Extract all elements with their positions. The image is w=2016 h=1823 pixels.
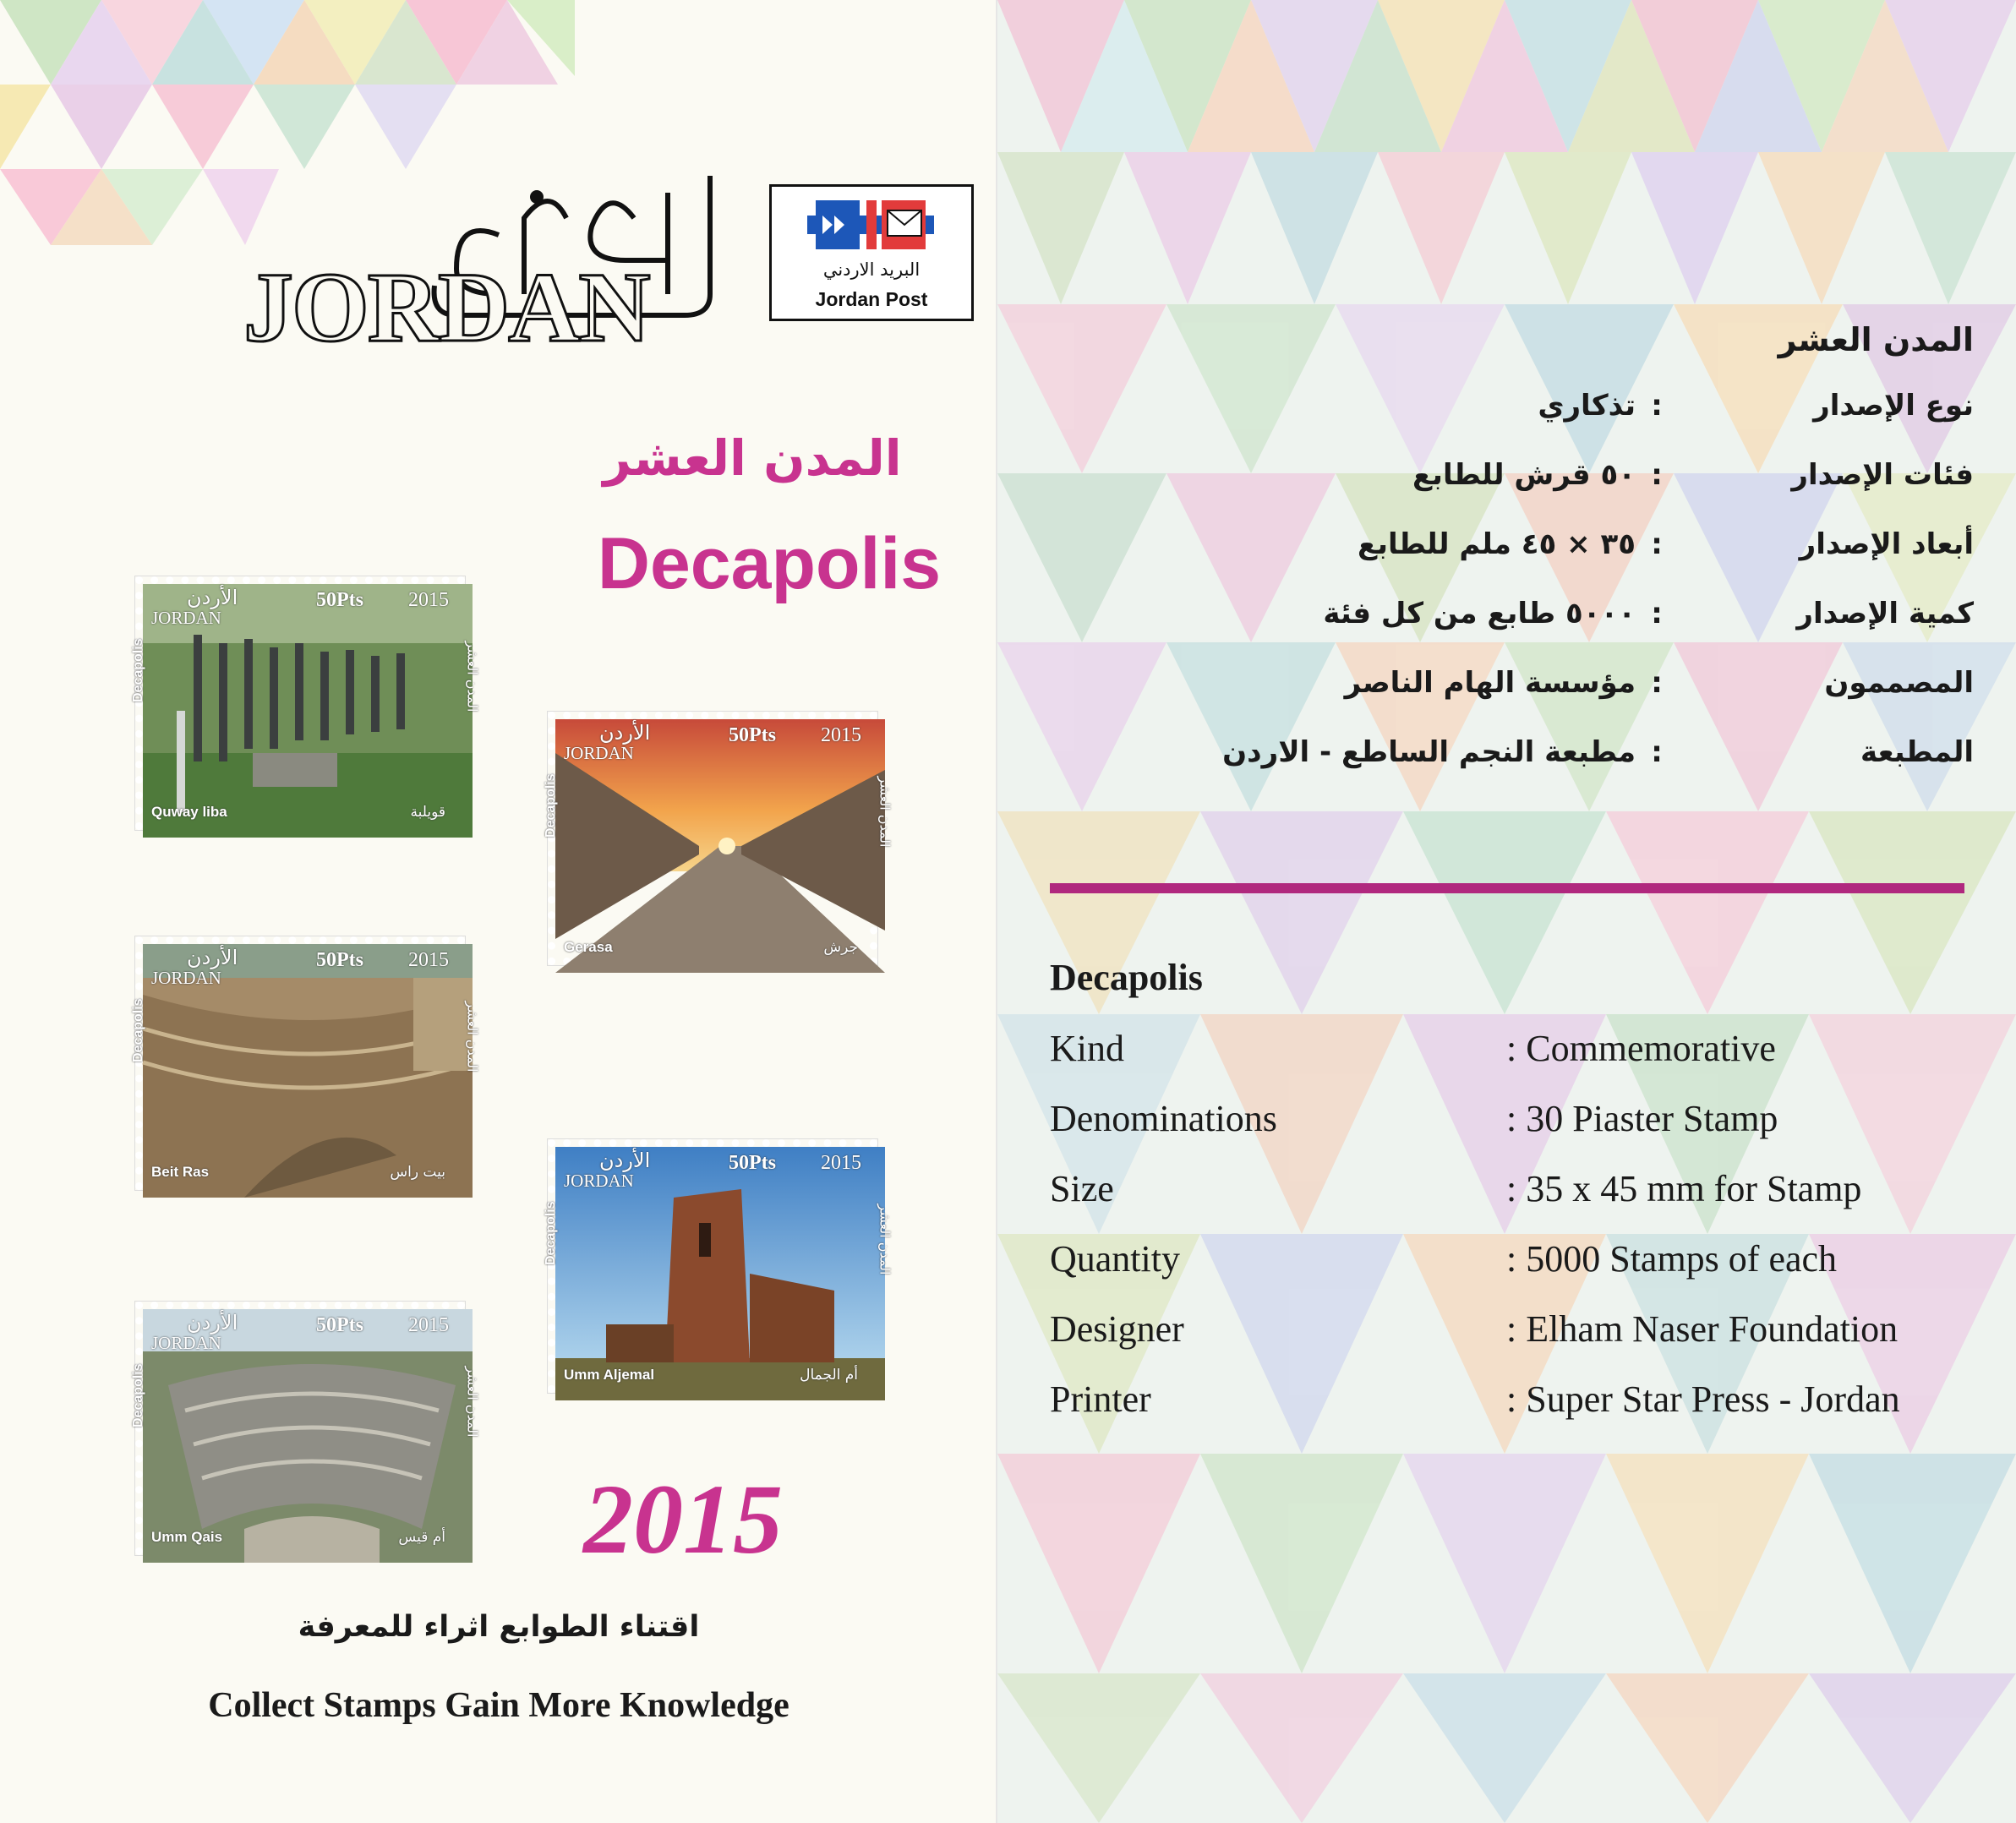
english-row-denominations — [1050, 1097, 1778, 1140]
left-panel — [0, 0, 997, 1823]
arabic-row-printer — [1222, 735, 1974, 769]
right-panel — [997, 0, 2016, 1823]
stamp-place: Umm Qais — [151, 1529, 223, 1545]
arabic-row-colon: : — [1651, 735, 1663, 769]
arabic-row-designer — [1345, 666, 1974, 700]
stamp-umm-aljemal — [544, 1139, 893, 1393]
stamp-series: Decapolis — [131, 998, 145, 1062]
arabic-row-label: فئات الإصدار — [1791, 458, 1974, 492]
arabic-row-label: نوع الإصدار — [1813, 389, 1974, 423]
stamp-country-arabic: الأردن — [599, 721, 651, 745]
slogan-arabic: اقتناء الطوابع اثراء للمعرفة — [298, 1610, 700, 1644]
arabic-row-quantity — [1323, 597, 1974, 630]
stamp-place: Beit Ras — [151, 1164, 210, 1180]
stamp-value: 50Pts — [729, 1152, 776, 1174]
stamp-country-arabic: الأردن — [599, 1149, 651, 1172]
english-row-value: : 5000 Stamps of each — [1506, 1238, 1838, 1280]
stamp-series-arabic: المدن العشر — [877, 1204, 893, 1275]
jordan-english-logo: JORDAN — [243, 252, 649, 363]
stamp-value: 50Pts — [729, 724, 776, 746]
stamp-place: Gerasa — [564, 939, 613, 955]
stamp-country: JORDAN — [151, 968, 221, 988]
stamp-year: 2015 — [408, 1314, 449, 1336]
stamp-year: 2015 — [821, 1152, 861, 1174]
english-row-designer — [1050, 1307, 1898, 1351]
stamp-country-arabic: الأردن — [187, 1311, 238, 1335]
jordan-post-logo — [769, 184, 974, 321]
stamp-place-arabic: قويلبة — [410, 804, 445, 821]
jordan-post-arabic: البريد الاردني — [822, 259, 921, 280]
stamp-series-arabic: المدن العشر — [464, 641, 481, 712]
arabic-row-value: مطبعة النجم الساطع - الاردن — [1222, 735, 1636, 769]
english-row-label: Denominations — [1050, 1098, 1277, 1139]
issue-year: 2015 — [583, 1464, 783, 1575]
arabic-row-colon: : — [1651, 527, 1663, 561]
english-row-label: Kind — [1050, 1028, 1124, 1069]
title-english: Decapolis — [597, 523, 942, 604]
background-pattern — [997, 0, 2016, 1823]
stamp-value: 50Pts — [316, 589, 363, 611]
arabic-row-label: المصممون — [1824, 666, 1974, 700]
stamp-place-arabic: بيت راس — [390, 1164, 445, 1181]
stamp-series: Decapolis — [131, 1363, 145, 1427]
arabic-row-value: مؤسسة الهام الناصر — [1344, 666, 1636, 700]
english-row-value: : 30 Piaster Stamp — [1506, 1098, 1778, 1139]
stamp-place-arabic: أم قيس — [398, 1529, 445, 1546]
slogan-english: Collect Stamps Gain More Knowledge — [208, 1686, 789, 1725]
stamp-country-arabic: الأردن — [187, 946, 238, 969]
stamp-series-arabic: المدن العشر — [464, 1001, 481, 1073]
stamp-place-arabic: جرش — [823, 939, 858, 956]
stamp-country: JORDAN — [564, 743, 634, 763]
english-row-label: Quantity — [1050, 1238, 1180, 1280]
arabic-row-value: ٥٠ قرش للطابع — [1412, 458, 1636, 492]
arabic-row-value: ٥٠٠٠ طابع من كل فئة — [1323, 597, 1636, 630]
arabic-row-kind — [1538, 389, 1974, 423]
english-row-label: Printer — [1050, 1378, 1151, 1420]
arabic-row-colon: : — [1651, 458, 1663, 492]
stamp-country: JORDAN — [151, 1333, 221, 1353]
arabic-row-colon: : — [1651, 389, 1663, 423]
arabic-row-size — [1358, 527, 1974, 561]
stamp-year: 2015 — [408, 949, 449, 971]
stamp-year: 2015 — [408, 589, 449, 611]
english-row-printer — [1050, 1378, 1900, 1421]
stamp-series: Decapolis — [544, 1201, 558, 1265]
arabic-row-value: ٣٥ × ٤٥ ملم للطابع — [1358, 527, 1636, 561]
stamp-series-arabic: المدن العشر — [464, 1366, 481, 1438]
english-row-value: : 35 x 45 mm for Stamp — [1506, 1168, 1862, 1209]
arabic-row-label: أبعاد الإصدار — [1799, 527, 1974, 561]
title-arabic: المدن العشر — [603, 429, 902, 487]
english-row-quantity — [1050, 1237, 1837, 1280]
stamp-country: JORDAN — [564, 1171, 634, 1191]
stamp-value: 50Pts — [316, 1314, 363, 1336]
english-row-value: : Commemorative — [1506, 1028, 1776, 1069]
stamp-value: 50Pts — [316, 949, 363, 971]
stamp-country: JORDAN — [151, 608, 221, 628]
stamp-series-arabic: المدن العشر — [877, 776, 893, 848]
arabic-heading: المدن العشر — [1778, 321, 1974, 358]
arabic-row-denomination — [1412, 458, 1974, 492]
jordan-post-emblem — [807, 197, 939, 253]
arabic-row-colon: : — [1651, 597, 1663, 630]
arabic-row-label: كمية الإصدار — [1796, 597, 1974, 630]
arabic-row-colon: : — [1651, 666, 1663, 700]
stamp-series: Decapolis — [544, 773, 558, 838]
english-row-size — [1050, 1167, 1861, 1210]
stamp-umm-qais — [131, 1302, 481, 1555]
stamp-year: 2015 — [821, 724, 861, 746]
stamp-place: Quway liba — [151, 804, 227, 820]
jordan-post-english: Jordan Post — [815, 288, 928, 310]
stamp-country-arabic: الأردن — [187, 586, 238, 609]
arabic-row-label: المطبعة — [1860, 735, 1974, 769]
english-row-value: : Super Star Press - Jordan — [1506, 1378, 1900, 1420]
arabic-row-value: تذكاري — [1538, 389, 1636, 423]
envelope-icon — [888, 210, 921, 236]
stamp-quwayliba — [131, 576, 481, 830]
english-row-label: Designer — [1050, 1308, 1184, 1350]
english-row-value: : Elham Naser Foundation — [1506, 1308, 1899, 1350]
english-row-kind — [1050, 1027, 1776, 1070]
stamp-beit-ras — [131, 936, 481, 1190]
stamp-place: Umm Aljemal — [564, 1367, 655, 1383]
stamp-series: Decapolis — [131, 638, 145, 702]
stamp-place-arabic: أم الجمال — [800, 1367, 858, 1384]
section-divider — [1050, 883, 1964, 893]
english-heading: Decapolis — [1050, 957, 1203, 998]
stamp-gerasa — [544, 712, 893, 965]
english-row-label: Size — [1050, 1168, 1114, 1209]
